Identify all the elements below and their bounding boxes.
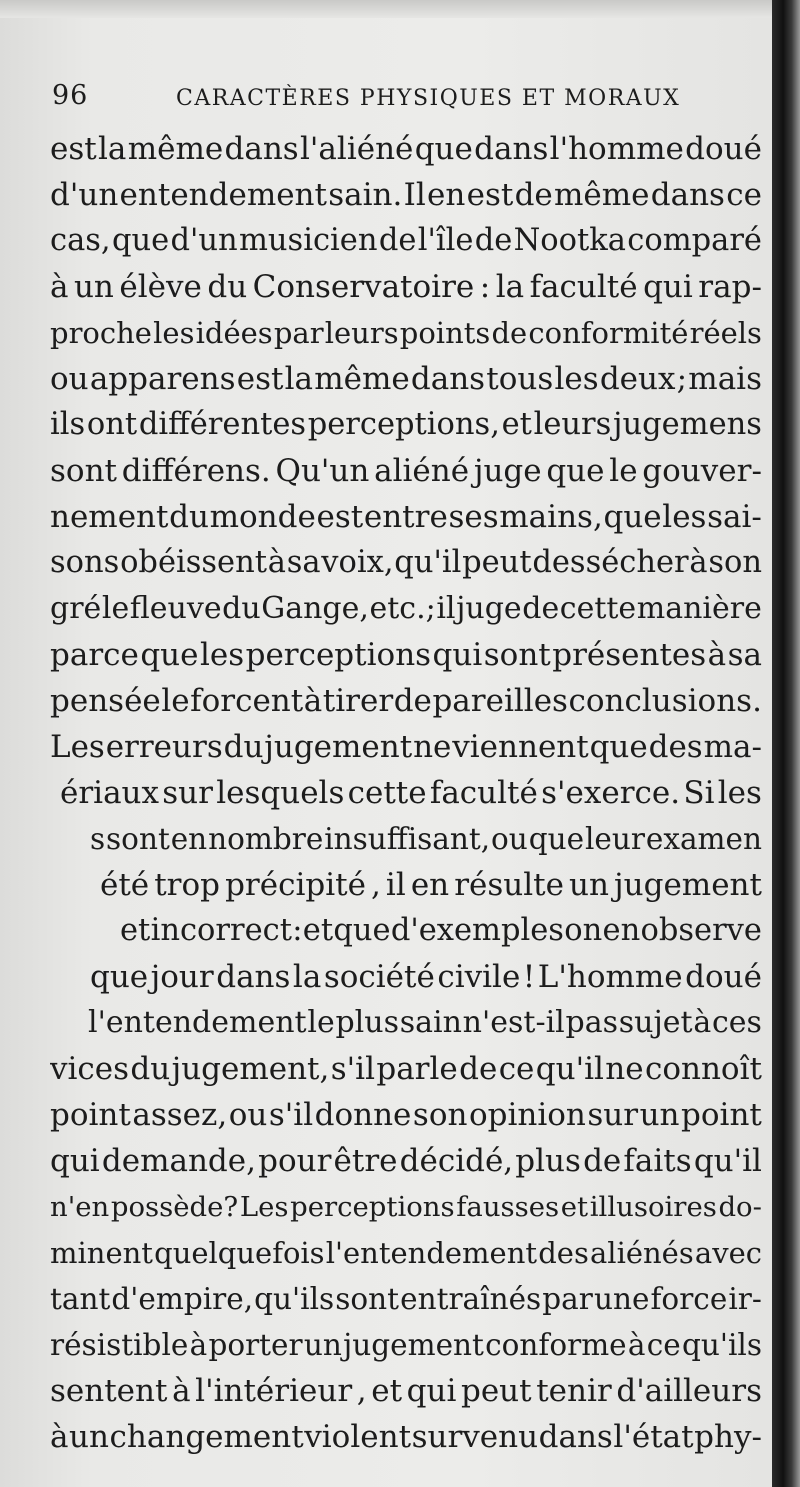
text-line: ériaux sur lesquels cette faculté s'exerce. Si les bbox=[60, 775, 762, 811]
page-number: 96 bbox=[52, 80, 89, 111]
text-line: ils ont différentes perceptions, et leurs jugemens bbox=[50, 407, 762, 442]
text-line: cas, que d'un musicien de l'île de Nootka comparé bbox=[50, 223, 762, 258]
page-top-shadow bbox=[0, 0, 772, 18]
text-line: été trop précipité , il en résulte un jugement bbox=[100, 867, 762, 903]
text-line: sentent à l'intérieur , et qui peut tenir d'ailleurs bbox=[50, 1373, 762, 1409]
text-line: que jour dans la société civile ! L'homme doué bbox=[90, 959, 762, 995]
text-line: proche les idées par leurs points de conformité réels bbox=[50, 316, 762, 350]
text-line: parce que les perceptions qui sont présentes à sa bbox=[50, 637, 762, 673]
text-line: sons obéissent à sa voix, qu'il peut dessécher à son bbox=[50, 545, 762, 580]
text-line: qui demande, pour être décidé, plus de faits qu'il bbox=[50, 1143, 762, 1179]
text-line: l'entendement le plus sain n'est-il pas sujet à ces bbox=[88, 1005, 762, 1040]
text-line: à un changement violent survenu dans l'état phy- bbox=[50, 1419, 762, 1455]
text-line: minent quelquefois l'entendement des aliénés avec bbox=[50, 1236, 762, 1270]
text-line: gré le fleuve du Gange, etc.; il juge de cette manière bbox=[50, 591, 762, 626]
text-line: Les erreurs du jugement ne viennent que des ma- bbox=[50, 729, 762, 765]
text-line: point assez, ou s'il donne son opinion sur un point bbox=[50, 1097, 762, 1133]
text-line: résistible à porter un jugement conforme à ce qu'ils bbox=[50, 1328, 762, 1362]
text-line: vices du jugement, s'il parle de ce qu'il ne connoît bbox=[50, 1051, 762, 1087]
text-line: tant d'empire, qu'ils sont entraînés par une force ir- bbox=[50, 1282, 762, 1316]
running-head: CARACTÈRES PHYSIQUES ET MORAUX bbox=[176, 86, 681, 111]
text-line: et incorrect : et que d'exemples on en observe bbox=[120, 913, 762, 948]
text-line: n'en possède? Les perceptions fausses et illusoires do- bbox=[50, 1191, 762, 1223]
text-line: nement du monde est entre ses mains, que les sai- bbox=[50, 499, 762, 535]
text-line: à un élève du Conservatoire : la faculté qui rap- bbox=[50, 269, 762, 305]
text-line: s sont en nombre insuffisant, ou que leur examen bbox=[90, 822, 762, 856]
text-line: ou apparens est la même dans tous les deux ; mais bbox=[50, 361, 762, 397]
text-line: d'un entendement sain. Il en est de même dans ce bbox=[50, 177, 762, 213]
text-line: pensée le forcent à tirer de pareilles conclusions. bbox=[50, 683, 762, 719]
book-binding-edge bbox=[772, 0, 800, 1487]
page-header bbox=[52, 80, 752, 120]
text-line: est la même dans l'aliéné que dans l'homme doué bbox=[50, 131, 762, 167]
text-line: sont différens. Qu'un aliéné juge que le gouver- bbox=[50, 453, 762, 489]
